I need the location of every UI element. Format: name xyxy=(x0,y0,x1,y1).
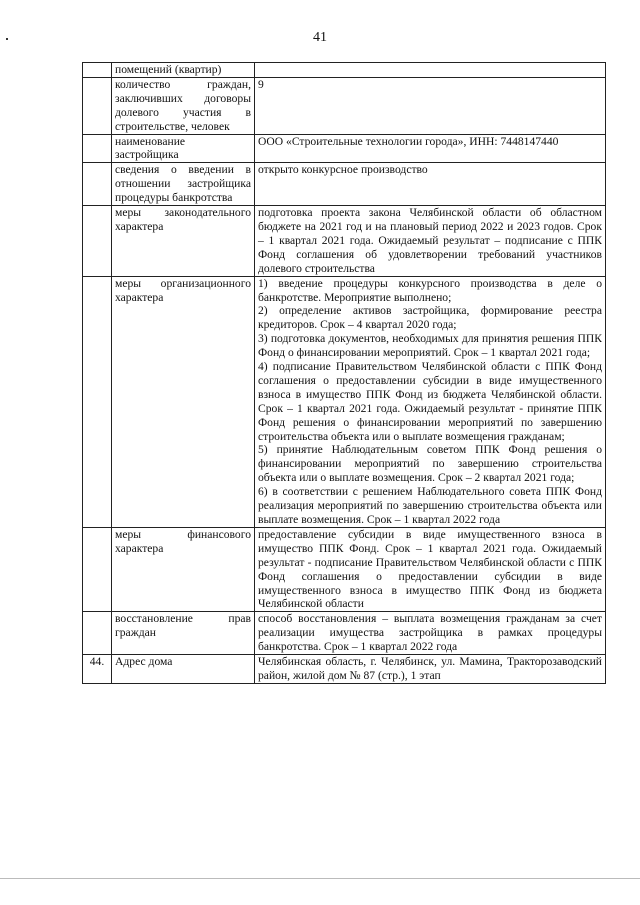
row-value: подготовка проекта закона Челябинской области об областном бюджете на 2021 год и на плановый период 2022 и 2023 годов. Срок – 1 квартал 2021 года. Ожидаемый результат – подписание с ППК Фонд соглашения об удовлетворении требований участников долевого строительства xyxy=(255,206,606,277)
row-number xyxy=(83,276,112,527)
row-number xyxy=(83,527,112,611)
row-value xyxy=(255,63,606,78)
row-label: сведения о введении в отношении застройщика процедуры банкротства xyxy=(112,163,255,206)
table-row xyxy=(83,77,606,134)
table-row xyxy=(83,63,606,78)
bottom-edge-line xyxy=(0,878,640,879)
row-value: способ восстановления – выплата возмещения гражданам за счет реализации имущества застройщика в рамках процедуры банкротства. Срок – 1 квартал 2022 года xyxy=(255,612,606,655)
row-label: меры законодательного характера xyxy=(112,206,255,277)
row-value: ООО «Строительные технологии города», ИНН: 7448147440 xyxy=(255,134,606,163)
row-label: помещений (квартир) xyxy=(112,63,255,78)
table-row xyxy=(83,655,606,684)
row-number xyxy=(83,134,112,163)
row-label: Адрес дома xyxy=(112,655,255,684)
row-number xyxy=(83,206,112,277)
table-row xyxy=(83,134,606,163)
row-label: количество граждан, заключивших договоры долевого участия в строительстве, человек xyxy=(112,77,255,134)
row-value: открыто конкурсное производство xyxy=(255,163,606,206)
row-value: предоставление субсидии в виде имущественного взноса в имущество ППК Фонд. Срок – 1 квартал 2021 года. Ожидаемый результат - подписание Правительством Челябинской области с ППК Фонд соглашения о предоставлении субсидии в виде имущественного взноса в имущество ППК Фонд из бюджета Челябинской области xyxy=(255,527,606,611)
table-row xyxy=(83,612,606,655)
row-number xyxy=(83,63,112,78)
row-number: 44. xyxy=(83,655,112,684)
row-label: меры организационного характера xyxy=(112,276,255,527)
table-row xyxy=(83,163,606,206)
row-value: Челябинская область, г. Челябинск, ул. Мамина, Тракторозаводский район, жилой дом № 87 (стр.), 1 этап xyxy=(255,655,606,684)
row-number xyxy=(83,612,112,655)
project-table xyxy=(82,62,606,684)
row-value: 1) введение процедуры конкурсного производства в деле о банкротстве. Мероприятие выполнено; 2) определение активов застройщика, формирование реестра кредиторов. Срок – 4 квартал 2020 года; 3) подготовка документов, необходимых для принятия решения ППК Фонд о финансировании мероприятий. Срок – 1 квартал 2021 года; 4) подписание Правительством Челябинской области с ППК Фонд соглашения о предоставлении субсидии в виде имущественного взноса в имущество ППК Фонд из бюджета Челябинской области. Срок – 1 квартал 2021 года. Ожидаемый результат - принятие ППК Фонд решения о финансировании мероприятий по завершению строительства объекта или о выплате возмещения гражданам; 5) принятие Наблюдательным советом ППК Фонд решения о финансировании мероприятий по завершению строительства объекта или о выплате возмещения. Срок – 2 квартал 2021 года; 6) в соответствии с решением Наблюдательного совета ППК Фонд реализация мероприятий по завершению строительства объекта или выплате возмещения. Срок – 1 квартал 2022 года xyxy=(255,276,606,527)
table-row xyxy=(83,206,606,277)
row-label: восстановление прав граждан xyxy=(112,612,255,655)
row-label: наименование застройщика xyxy=(112,134,255,163)
table-row xyxy=(83,276,606,527)
row-value: 9 xyxy=(255,77,606,134)
page-number: 41 xyxy=(313,30,327,45)
row-label: меры финансового характера xyxy=(112,527,255,611)
row-number xyxy=(83,77,112,134)
row-number xyxy=(83,163,112,206)
table-row xyxy=(83,527,606,611)
